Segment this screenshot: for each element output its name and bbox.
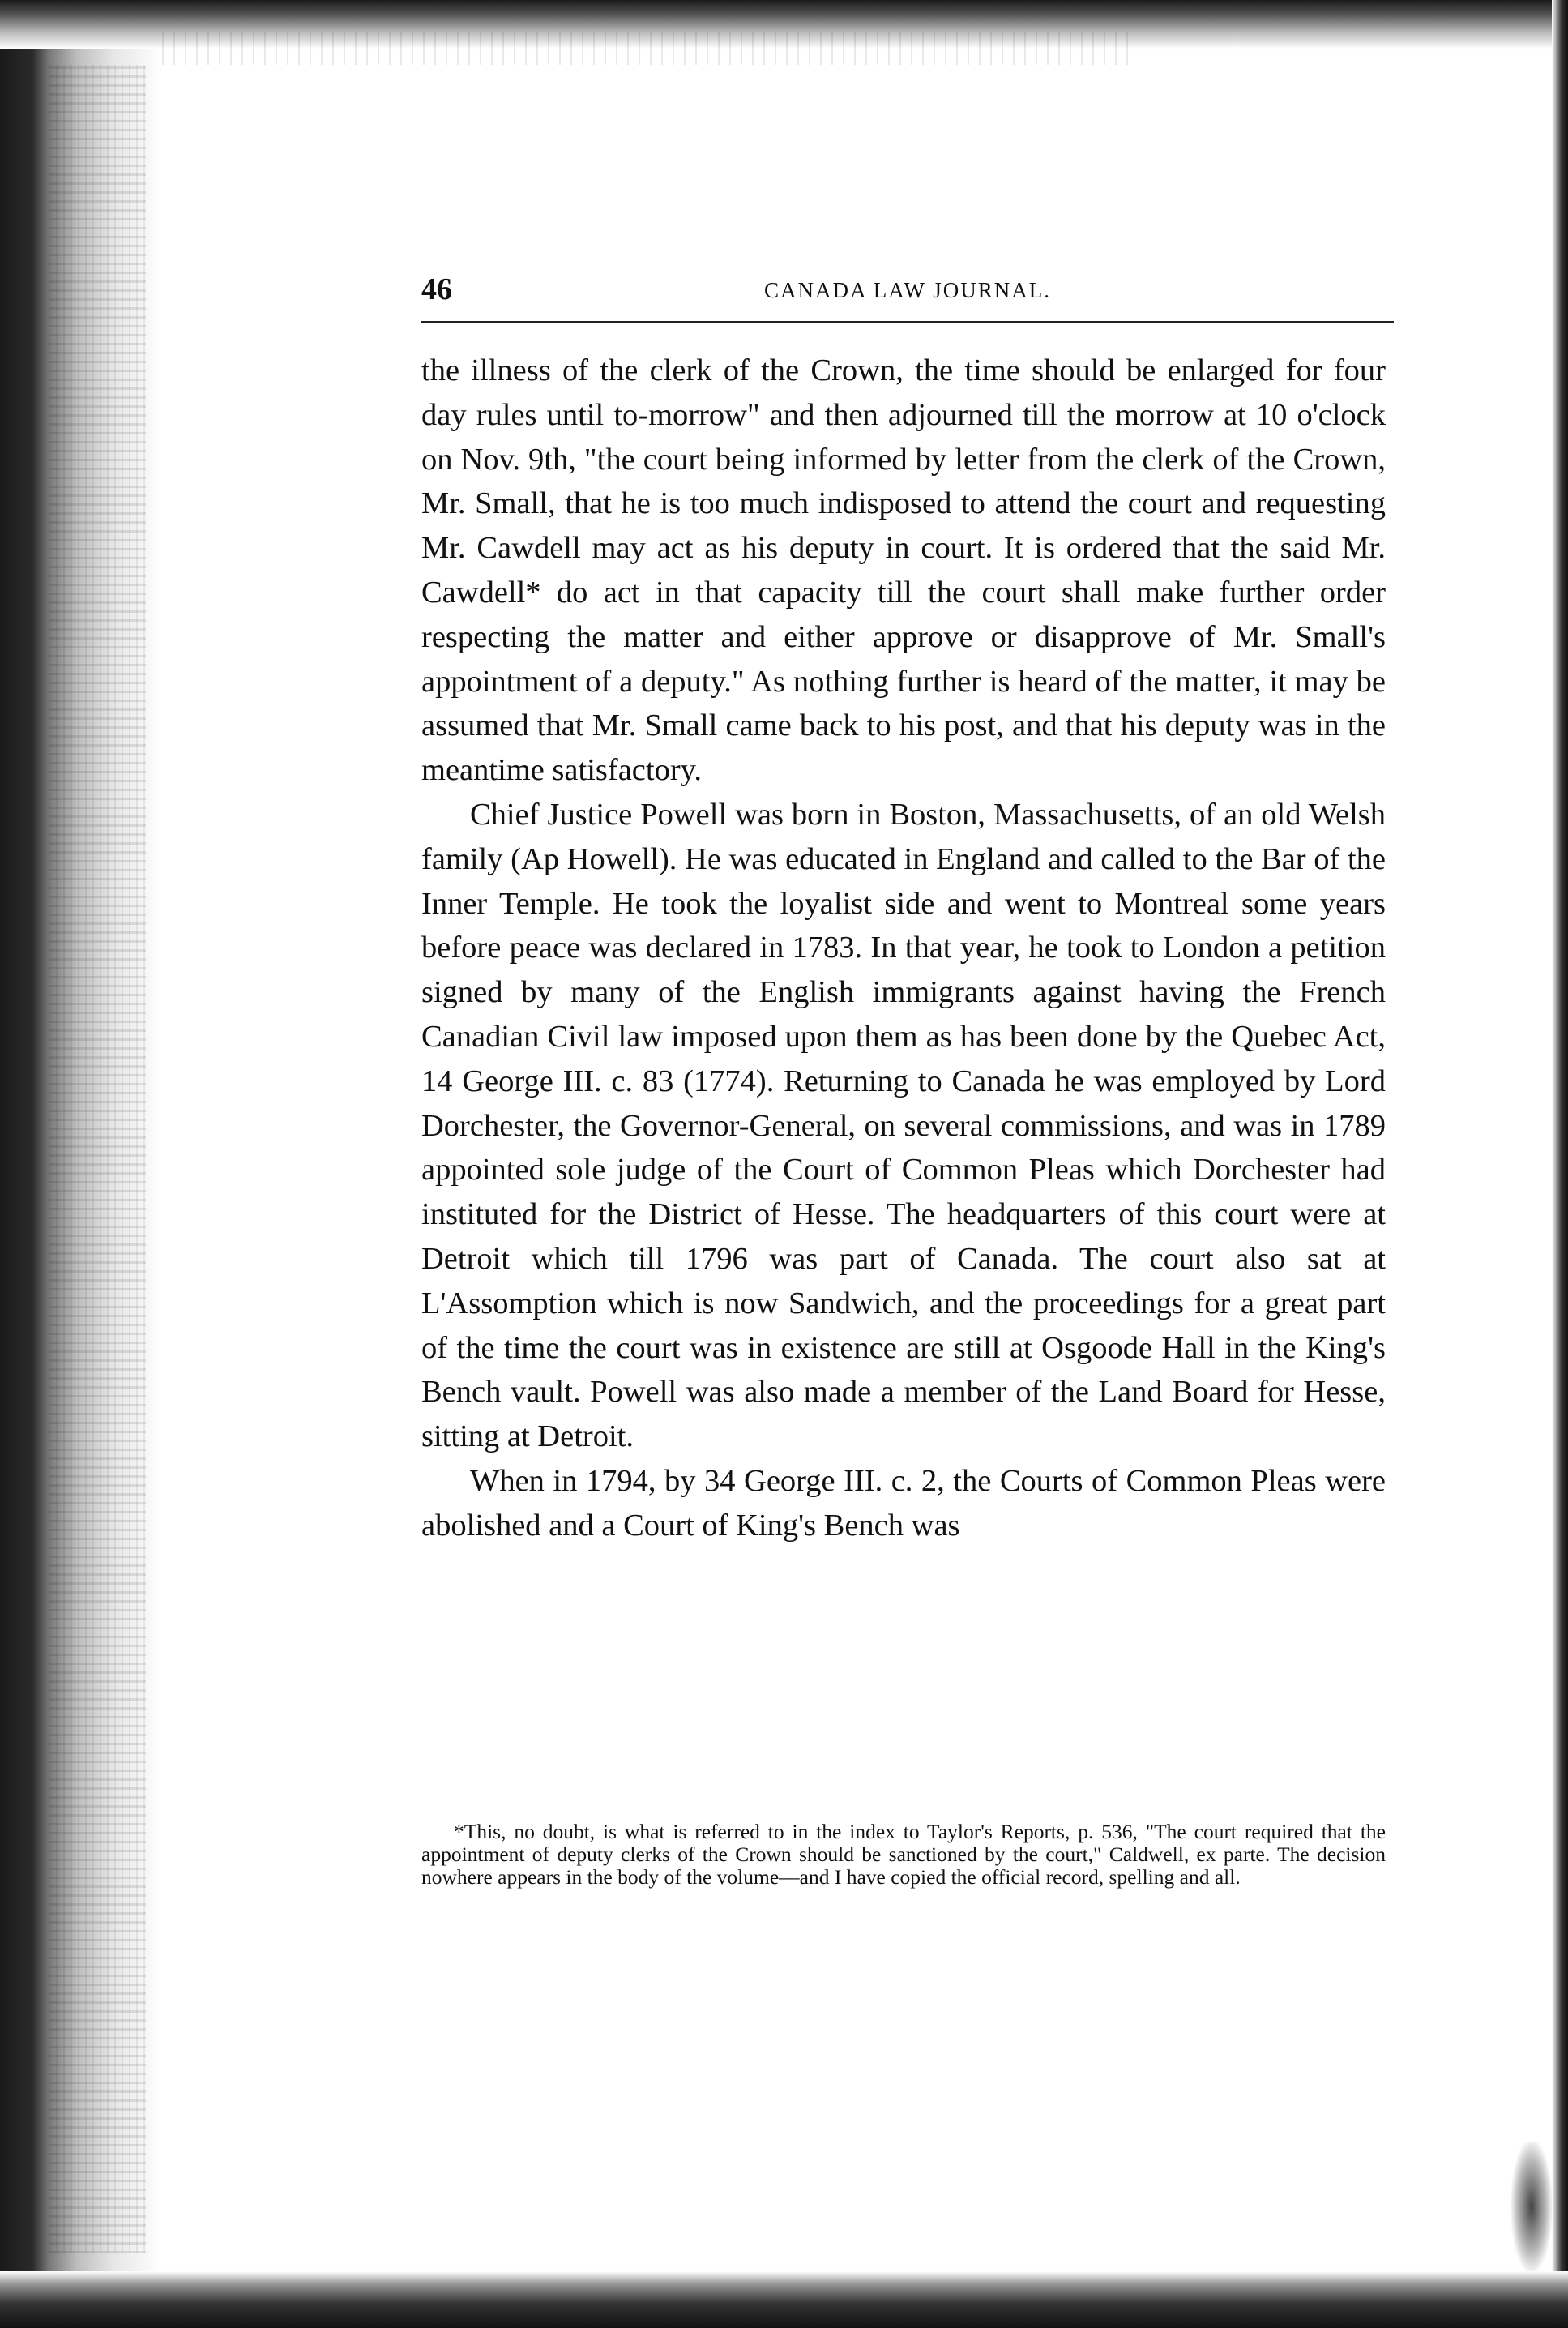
- header-rule: [421, 321, 1394, 323]
- running-head: CANADA LAW JOURNAL.: [763, 278, 1052, 302]
- body-text: [421, 349, 1386, 1548]
- scan-top-speckle: [162, 32, 1134, 65]
- scan-left-speckle: [49, 65, 146, 2253]
- scan-ink-blot: [1511, 2142, 1552, 2271]
- paragraph: When in 1794, by 34 George III. c. 2, the Courts of Common Pleas were abolished and a Court of King's Bench was: [421, 1463, 1386, 1543]
- paragraph: the illness of the clerk of the Crown, the time should be enlarged for four day rules until to-morrow" and then adjourned till the morrow at 10 o'clock on Nov. 9th, "the court being informed by letter from the clerk of the Crown, Mr. Small, that he is too much indisposed to attend the court and requesting Mr. Cawdell may act as his deputy in court. It is ordered that the said Mr. Cawdell* do act in that capacity till the court shall make further order respecting the matter and either approve or disapprove of Mr. Small's appointment of a deputy." As nothing further is heard of the matter, it may be assumed that Mr. Small came back to his post, and that his deputy was in the meantime satisfactory.: [421, 353, 1386, 788]
- scan-bottom-margin: [0, 2271, 1568, 2328]
- page-number: 46: [421, 272, 452, 306]
- paragraph: Chief Justice Powell was born in Boston, Massachusetts, of an old Welsh family (Ap Howell). He was educated in England and called to the Bar of the Inner Temple. He took the loyalist side and went to Montreal some years before peace was declared in 1783. In that year, he took to London a petition signed by many of the English immigrants against having the French Canadian Civil law imposed upon them as has been done by the Quebec Act, 14 George III. c. 83 (1774). Returning to Canada he was employed by Lord Dorchester, the Governor-General, on several commissions, and was in 1789 appointed sole judge of the Court of Common Pleas which Dorchester had instituted for the District of Hesse. The headquarters of this court were at Detroit which till 1796 was part of Canada. The court also sat at L'Assomption which is now Sandwich, and the proceedings for a great part of the time the court was in existence are still at Osgoode Hall in the King's Bench vault. Powell was also made a member of the Land Board for Hesse, sitting at Detroit.: [421, 797, 1386, 1454]
- footnote: *This, no doubt, is what is referred to in the index to Taylor's Reports, p. 536, "The court required that the appointment of deputy clerks of the Crown should be sanctioned by the court," Caldwell, ex parte. The decision nowhere appears in the body of the volume—and I have copied the official record, spelling and all.: [421, 1820, 1386, 1889]
- scan-right-margin: [1552, 0, 1568, 2328]
- page-header: [421, 272, 1394, 320]
